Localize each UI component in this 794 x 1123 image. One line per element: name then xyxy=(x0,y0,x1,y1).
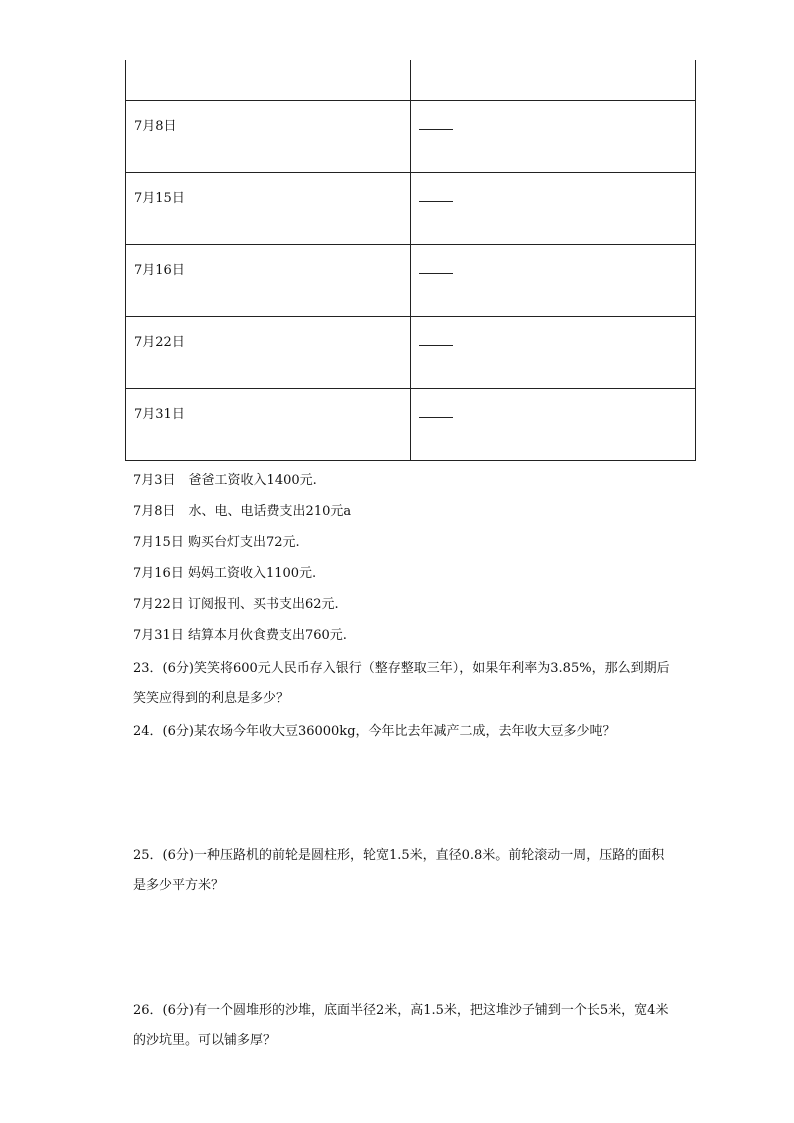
table-cell xyxy=(411,60,696,101)
table-row xyxy=(126,173,696,245)
date-cell: 7月15日 xyxy=(126,173,411,245)
event-item: 7月31日 结算本月伙食费支出760元. xyxy=(133,628,347,643)
answer-blank[interactable] xyxy=(419,117,453,130)
table-row-continued xyxy=(126,60,696,101)
answer-cell[interactable] xyxy=(411,389,696,461)
income-expense-table xyxy=(125,60,696,461)
table-row xyxy=(126,389,696,461)
question-24: 24．(6分)某农场今年收大豆36000kg，今年比去年减产二成，去年收大豆多少吨？ xyxy=(133,724,616,739)
date-cell: 7月8日 xyxy=(126,101,411,173)
answer-blank[interactable] xyxy=(419,261,453,274)
table-cell xyxy=(126,60,411,101)
date-cell: 7月31日 xyxy=(126,389,411,461)
event-item: 7月15日 购买台灯支出72元. xyxy=(133,535,300,550)
table-row xyxy=(126,101,696,173)
date-cell: 7月22日 xyxy=(126,317,411,389)
event-item: 7月3日 爸爸工资收入1400元. xyxy=(133,473,317,488)
question-25: 25．(6分)一种压路机的前轮是圆柱形，轮宽1.5米，直径0.8米。前轮滚动一周，压路的面积是多少平方米？ xyxy=(133,848,665,893)
table-row xyxy=(126,317,696,389)
answer-cell[interactable] xyxy=(411,245,696,317)
answer-blank[interactable] xyxy=(419,189,453,202)
answer-cell[interactable] xyxy=(411,317,696,389)
event-item: 7月8日 水、电、电话费支出210元a xyxy=(133,504,352,519)
question-26: 26．(6分)有一个圆堆形的沙堆，底面半径2米，高1.5米，把这堆沙子铺到一个长5米，宽4米的沙坑里。可以铺多厚？ xyxy=(133,1003,669,1048)
answer-cell[interactable] xyxy=(411,101,696,173)
event-item: 7月22日 订阅报刊、买书支出62元. xyxy=(133,597,339,612)
event-item: 7月16日 妈妈工资收入1100元. xyxy=(133,566,317,581)
event-list xyxy=(133,471,351,657)
answer-cell[interactable] xyxy=(411,173,696,245)
date-cell: 7月16日 xyxy=(126,245,411,317)
answer-blank[interactable] xyxy=(419,333,453,346)
question-23: 23．(6分)笑笑将600元人民币存入银行（整存整取三年），如果年利率为3.85%，那么到期后笑笑应得到的利息是多少？ xyxy=(133,661,670,706)
table-row xyxy=(126,245,696,317)
answer-blank[interactable] xyxy=(419,405,453,418)
